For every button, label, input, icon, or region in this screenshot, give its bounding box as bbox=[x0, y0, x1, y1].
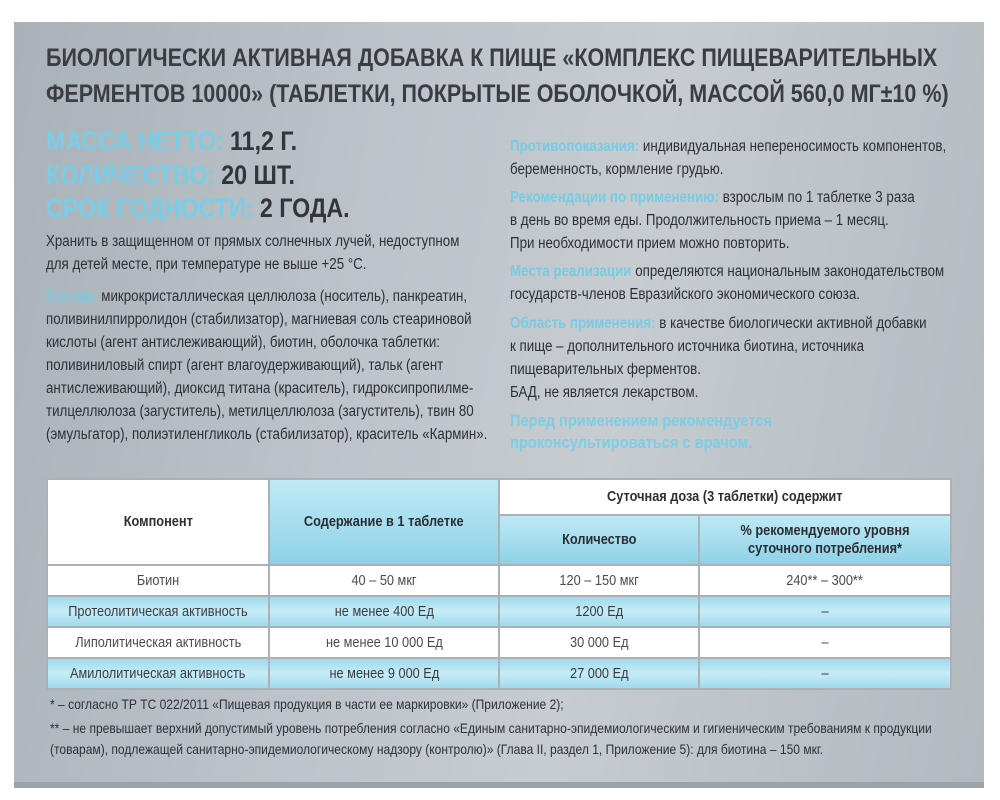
header-percent: % рекомендуемого уровня суточного потребления* bbox=[699, 515, 951, 565]
quantity-value: 20 ШТ. bbox=[221, 160, 295, 190]
storage-conditions: Хранить в защищенном от прямых солнечных лучей, недоступном для детей месте, при температуре не выше +25 °С. bbox=[46, 233, 460, 273]
composition-label: Состав: bbox=[46, 288, 98, 305]
footnote-2-line-2: (товарам), подлежащей санитарно-эпидемиологическому надзору (контролю)» (Глава II, раздел 1, Приложение 5): для биотина – 150 мкг. bbox=[50, 741, 824, 757]
nutrition-table-grid bbox=[46, 478, 952, 690]
shelf-life-value: 2 ГОДА. bbox=[259, 193, 350, 223]
table-row: Протеолитическая активность не менее 400 Ед 1200 Ед – bbox=[47, 596, 951, 627]
shelf-life-label: СРОК ГОДНОСТИ: bbox=[46, 193, 254, 223]
contraindications: Противопоказания: индивидуальная непереносимость компонентов, беременность, кормление грудью. bbox=[510, 138, 947, 178]
quantity bbox=[46, 160, 295, 190]
nutrition-table bbox=[46, 478, 950, 692]
header-component: Компонент bbox=[47, 479, 269, 565]
net-mass-label: МАССА НЕТТО: bbox=[46, 126, 224, 156]
contraindications-label: Противопоказания: bbox=[510, 138, 640, 155]
sale-label: Места реализации bbox=[510, 263, 632, 280]
application-scope: Область применения: в качестве биологически активной добавки к пище – дополнительного источника биотина, источника пищеварительных ферментов. БАД, не является лекарством. bbox=[510, 315, 927, 401]
net-mass bbox=[46, 126, 297, 156]
title-line-2: ФЕРМЕНТОВ 10000» (ТАБЛЕТКИ, ПОКРЫТЫЕ ОБОЛОЧКОЙ, МАССОЙ 560,0 МГ±10 %) bbox=[46, 80, 949, 108]
table-row: Амилолитическая активность не менее 9 000 Ед 27 000 Ед – bbox=[47, 658, 951, 689]
usage-recommendations: Рекомендации по применению: взрослым по 1 таблетке 3 раза в день во время еды. Продолжительность приема – 1 месяц. При необходимости прием можно повторить. bbox=[510, 189, 915, 252]
places-of-sale: Места реализации определяются национальным законодательством государств-членов Евразийского экономического союза. bbox=[510, 263, 945, 303]
table-row: Липолитическая активность не менее 10 000 Ед 30 000 Ед – bbox=[47, 627, 951, 658]
scope-label: Область применения: bbox=[510, 315, 656, 332]
usage-label: Рекомендации по применению: bbox=[510, 189, 720, 206]
quantity-label: КОЛИЧЕСТВО: bbox=[46, 160, 215, 190]
header-quantity: Количество bbox=[499, 515, 699, 565]
product-title bbox=[46, 40, 949, 112]
title-line-1: БИОЛОГИЧЕСКИ АКТИВНАЯ ДОБАВКА К ПИЩЕ «КОМПЛЕКС ПИЩЕВАРИТЕЛЬНЫХ bbox=[46, 44, 938, 72]
composition: Состав: микрокристаллическая целлюлоза (носитель), панкреатин, поливинилпирролидон (стабилизатор), магниевая соль стеариновой кислоты (агент антислеживающий), биотин, оболочка таблетки: поливиниловый спирт (агент влагоудерживающий), тальк (агент антислеживающий), диоксид титана (краситель), гидроксипропилме- тилцеллюлоза (загуститель), метилцеллюлоза (загуститель), твин 80 (эмульгатор), полиэтиленгликоль (стабилизатор), краситель «Кармин». bbox=[46, 288, 488, 443]
header-per-tablet: Содержание в 1 таблетке bbox=[269, 479, 499, 565]
footnote-1: * – согласно ТР ТС 022/2011 «Пищевая продукция в части ее маркировки» (Приложение 2); bbox=[50, 696, 564, 712]
table-row: Биотин 40 – 50 мкг 120 – 150 мкг 240** – 300** bbox=[47, 565, 951, 596]
net-mass-value: 11,2 Г. bbox=[230, 126, 298, 156]
footnote-2-line-1: ** – не превышает верхний допустимый уровень потребления согласно «Единым санитарно-эпидемиологическим и гигиеническим требованиям к продукции bbox=[50, 720, 932, 736]
consult-doctor-warning: Перед применением рекомендуется проконсультироваться с врачом. bbox=[510, 411, 773, 452]
header-daily-dose: Суточная доза (3 таблетки) содержит bbox=[499, 479, 951, 515]
shelf-life bbox=[46, 193, 350, 223]
